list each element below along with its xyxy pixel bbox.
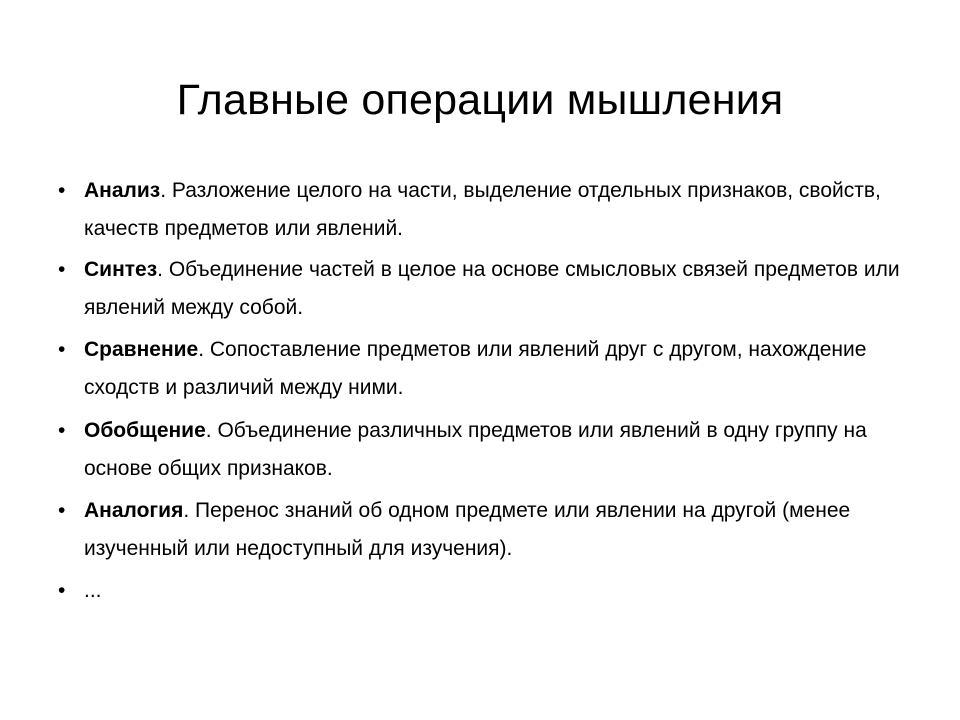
bullet-term: Синтез bbox=[84, 258, 158, 281]
bullet-item-comparison bbox=[58, 331, 918, 407]
bullet-list bbox=[58, 172, 918, 613]
bullet-term: Обобщение bbox=[84, 419, 206, 442]
bullet-text: . Разложение целого на части, выделение отдельных признаков, свойств, качеств предметов или явлений. bbox=[84, 179, 881, 240]
bullet-item-synthesis bbox=[58, 251, 918, 327]
bullet-icon: • bbox=[58, 419, 66, 442]
bullet-item-ellipsis bbox=[58, 572, 918, 610]
bullet-text: ... bbox=[84, 579, 102, 602]
bullet-term: Сравнение bbox=[84, 338, 199, 361]
bullet-item-analogy bbox=[58, 492, 918, 568]
bullet-term: Аналогия bbox=[84, 499, 184, 522]
bullet-item-generalization bbox=[58, 412, 918, 488]
bullet-icon: • bbox=[58, 499, 66, 522]
bullet-icon: • bbox=[58, 579, 66, 602]
bullet-text: . Объединение различных предметов или явлений в одну группу на основе общих признаков. bbox=[84, 419, 867, 480]
bullet-icon: • bbox=[58, 179, 66, 202]
bullet-icon: • bbox=[58, 258, 66, 281]
bullet-text: . Объединение частей в целое на основе смысловых связей предметов или явлений между собой. bbox=[84, 258, 900, 319]
bullet-item-analysis bbox=[58, 172, 918, 248]
slide-title: Главные операции мышления bbox=[176, 76, 784, 124]
bullet-text: . Перенос знаний об одном предмете или явлении на другой (менее изученный или недоступный для изучения). bbox=[84, 499, 851, 560]
bullet-term: Анализ bbox=[84, 179, 161, 202]
bullet-text: . Сопоставление предметов или явлений друг с другом, нахождение сходств и различий между ними. bbox=[84, 338, 867, 399]
bullet-icon: • bbox=[58, 338, 66, 361]
